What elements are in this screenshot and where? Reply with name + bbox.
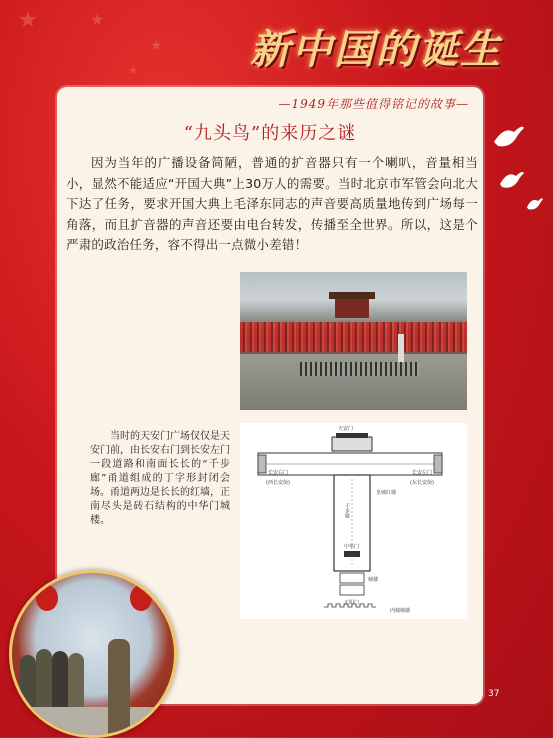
- layout-map-drawing: [240, 423, 467, 619]
- diagram-label-right-gate: 长安左门: [412, 470, 433, 476]
- lantern-shape: [130, 585, 152, 611]
- diagram-label-building: 城楼: [368, 577, 379, 583]
- dove-icon: [498, 168, 526, 192]
- diagram-label-right-gate-sub: (东长安街): [410, 480, 434, 486]
- diagram-label-corridor: 千步廊: [344, 503, 350, 518]
- star-decoration-icon: ★: [128, 64, 138, 77]
- diagram-label-tiananmen: 天安门: [338, 426, 354, 432]
- page-number: 37: [488, 689, 500, 699]
- card-subtitle: —1949年那些值得铭记的故事—: [278, 97, 469, 111]
- star-decoration-icon: ★: [150, 38, 163, 54]
- diagram-label-zhonghua-gate: 中华门: [344, 544, 360, 550]
- article-body: 因为当年的广播设备简陋，普通的扩音器只有一个喇叭，音量相当小，显然不能适应“开国大典”上30万人的需要。当时北京市军管会向北大下达了任务，要求开国大典上毛泽东同志的声音要高质量地传到广场每一角落，而且扩音器的声音还要由电台转发，传播至全世界。所以，这是个严肃的政治任务，容不得出一点微小差错！: [66, 155, 478, 252]
- diagram-label-left-gate-sub: (西长安街): [266, 480, 290, 486]
- speaker-figure: [108, 639, 130, 735]
- diagram-label-moat: 内城城墙: [390, 608, 411, 614]
- diagram-label-red-wall: 皇城红墙: [376, 490, 397, 496]
- diagram-label-left-gate: 长安右门: [268, 470, 289, 476]
- crowd-flags-shape: [240, 322, 467, 352]
- star-decoration-icon: ★: [90, 10, 105, 29]
- huabiao-pillar-shape: [398, 334, 404, 362]
- square-layout-diagram: [240, 423, 467, 619]
- troops-shape: [300, 362, 420, 376]
- dove-icon: [492, 122, 526, 152]
- founding-ceremony-medallion: [9, 570, 177, 738]
- dove-icon: [526, 196, 544, 212]
- lantern-shape: [36, 585, 58, 611]
- balcony-rail-shape: [12, 707, 174, 735]
- photo-caption: 当时的天安门广场仅仅是天安门前，由长安右门到长安左门一段道路和南面长长的“千步廊”甬道组成的丁字形封闭会场。甬道两边是长长的红墙，正南尽头是砖石结构的中华门城楼。: [90, 431, 230, 526]
- tiananmen-square-photo: [240, 272, 467, 410]
- star-decoration-icon: ★: [18, 8, 38, 33]
- diagram-label-bottom-gate: 正阳门: [344, 600, 360, 606]
- article-title: “九头鸟”的来历之谜: [183, 123, 357, 144]
- tiananmen-gate-shape: [335, 298, 369, 318]
- banner-title: 新中国的诞生: [250, 26, 502, 73]
